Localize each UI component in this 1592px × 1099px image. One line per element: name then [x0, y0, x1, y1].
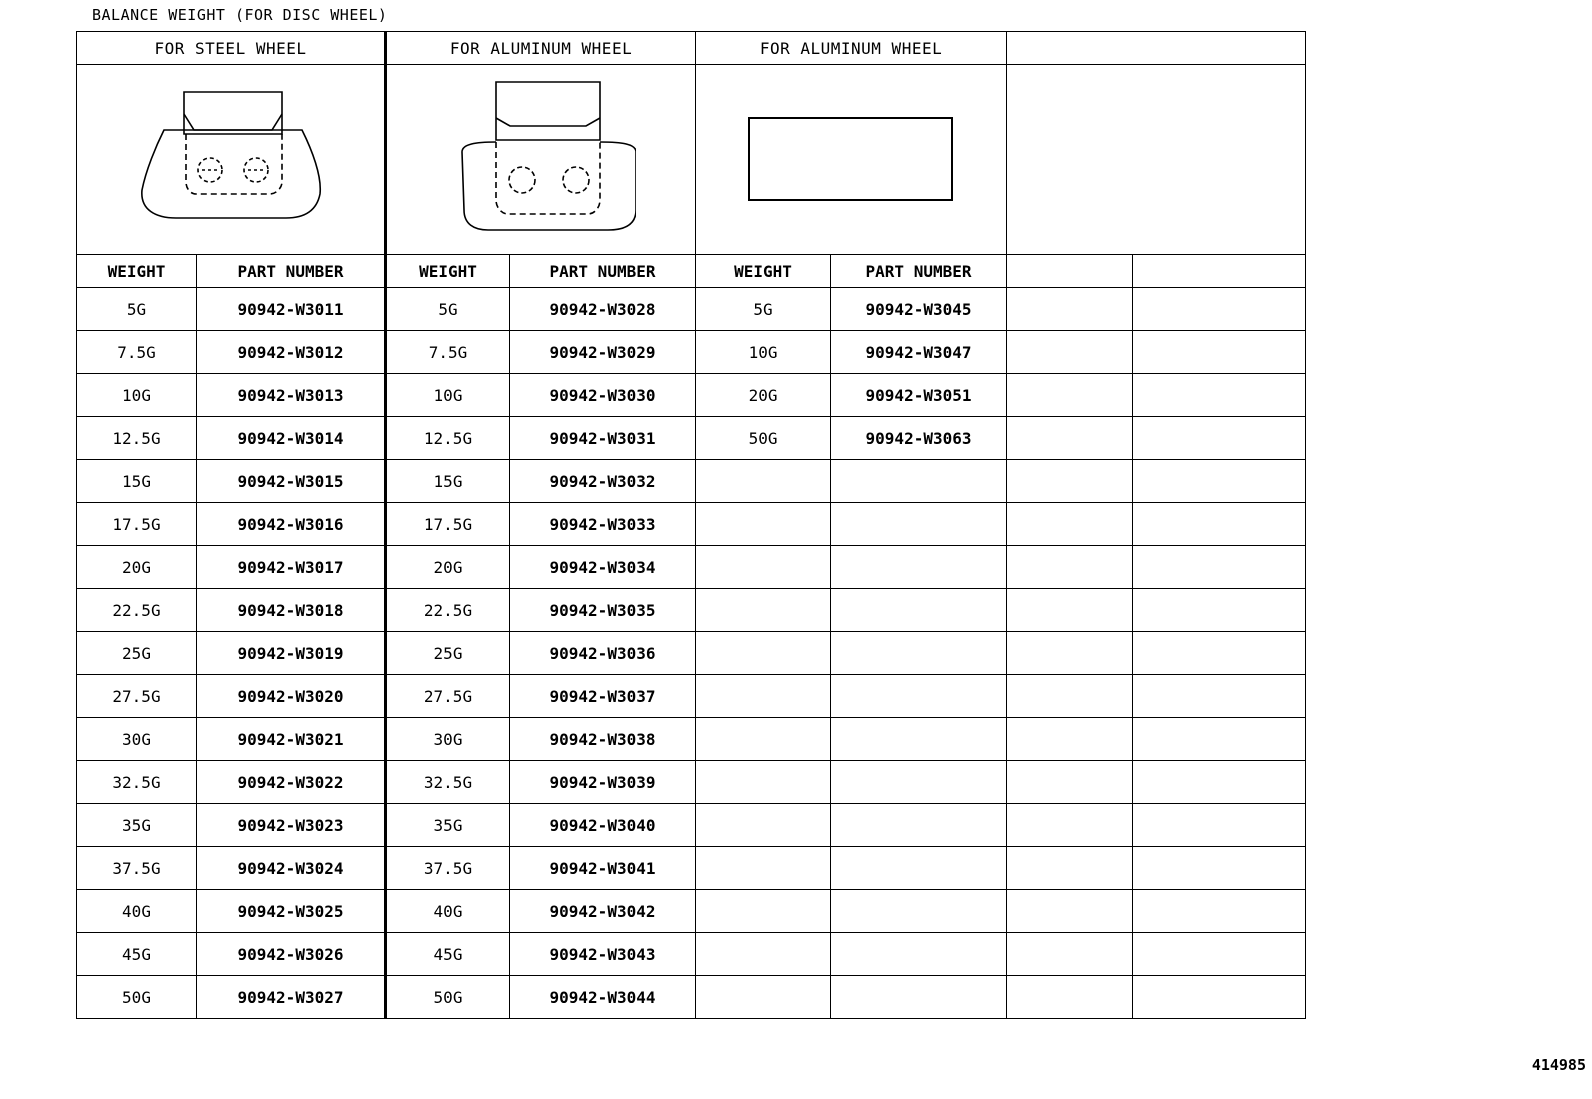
weight-cell-aluminum-adhesive: 5G	[696, 288, 831, 331]
empty-cell	[1133, 890, 1306, 933]
empty-cell	[1007, 761, 1133, 804]
weight-cell-steel: 10G	[77, 374, 197, 417]
weight-cell-aluminum-clip: 22.5G	[386, 589, 510, 632]
part-number-cell-steel: 90942-W3023	[197, 804, 386, 847]
empty-cell	[1133, 847, 1306, 890]
section-header-steel: FOR STEEL WHEEL	[77, 32, 386, 65]
part-number-cell-aluminum-adhesive: 90942-W3051	[831, 374, 1007, 417]
weight-cell-steel: 40G	[77, 890, 197, 933]
part-number-cell-aluminum-adhesive	[831, 761, 1007, 804]
part-number-cell-aluminum-adhesive	[831, 804, 1007, 847]
adhesive-weight-rectangle-icon	[746, 115, 956, 205]
part-number-cell-aluminum-adhesive	[831, 460, 1007, 503]
weight-cell-steel: 27.5G	[77, 675, 197, 718]
section-header-aluminum-clip: FOR ALUMINUM WHEEL	[386, 32, 696, 65]
weight-cell-aluminum-clip: 30G	[386, 718, 510, 761]
table-row	[77, 589, 1306, 632]
part-number-cell-aluminum-adhesive: 90942-W3047	[831, 331, 1007, 374]
part-number-cell-aluminum-clip: 90942-W3039	[510, 761, 696, 804]
part-number-cell-aluminum-adhesive: 90942-W3063	[831, 417, 1007, 460]
weight-cell-aluminum-adhesive	[696, 589, 831, 632]
weight-cell-aluminum-clip: 7.5G	[386, 331, 510, 374]
weight-cell-aluminum-clip: 25G	[386, 632, 510, 675]
part-number-cell-steel: 90942-W3019	[197, 632, 386, 675]
empty-header-cell	[1133, 255, 1306, 288]
empty-cell	[1133, 632, 1306, 675]
steel-wheel-weight-illustration	[77, 65, 386, 255]
document-title: BALANCE WEIGHT (FOR DISC WHEEL)	[92, 6, 388, 24]
weight-cell-steel: 12.5G	[77, 417, 197, 460]
illustration-row	[77, 65, 1306, 255]
part-number-cell-steel: 90942-W3026	[197, 933, 386, 976]
empty-cell	[1007, 374, 1133, 417]
part-number-cell-aluminum-clip: 90942-W3032	[510, 460, 696, 503]
weight-cell-aluminum-adhesive	[696, 460, 831, 503]
aluminum-wheel-adhesive-weight-illustration	[696, 65, 1007, 255]
weight-cell-aluminum-adhesive: 50G	[696, 417, 831, 460]
part-number-cell-aluminum-adhesive	[831, 933, 1007, 976]
weight-cell-aluminum-adhesive	[696, 503, 831, 546]
part-number-cell-steel: 90942-W3018	[197, 589, 386, 632]
empty-cell	[1133, 503, 1306, 546]
table-row	[77, 546, 1306, 589]
part-number-header-steel: PART NUMBER	[197, 255, 386, 288]
weight-cell-steel: 32.5G	[77, 761, 197, 804]
aluminum-wheel-clip-weight-illustration	[386, 65, 696, 255]
empty-cell	[1007, 417, 1133, 460]
part-number-cell-steel: 90942-W3011	[197, 288, 386, 331]
part-number-cell-aluminum-clip: 90942-W3030	[510, 374, 696, 417]
empty-cell	[1007, 718, 1133, 761]
weight-header-steel: WEIGHT	[77, 255, 197, 288]
empty-cell	[1007, 890, 1133, 933]
table-row	[77, 976, 1306, 1019]
weight-cell-aluminum-adhesive	[696, 976, 831, 1019]
empty-cell	[1133, 718, 1306, 761]
part-number-cell-steel: 90942-W3015	[197, 460, 386, 503]
weight-cell-aluminum-clip: 35G	[386, 804, 510, 847]
weight-cell-aluminum-clip: 27.5G	[386, 675, 510, 718]
part-number-cell-aluminum-clip: 90942-W3031	[510, 417, 696, 460]
weight-cell-aluminum-adhesive: 10G	[696, 331, 831, 374]
empty-cell	[1133, 589, 1306, 632]
part-number-cell-steel: 90942-W3025	[197, 890, 386, 933]
part-number-cell-aluminum-adhesive	[831, 847, 1007, 890]
part-number-cell-aluminum-clip: 90942-W3035	[510, 589, 696, 632]
weight-cell-steel: 25G	[77, 632, 197, 675]
empty-cell	[1133, 417, 1306, 460]
part-number-cell-aluminum-clip: 90942-W3042	[510, 890, 696, 933]
weight-cell-aluminum-adhesive: 20G	[696, 374, 831, 417]
empty-cell	[1007, 675, 1133, 718]
empty-cell	[1133, 331, 1306, 374]
aluminum-wheel-clip-weight-icon	[446, 80, 636, 240]
weight-cell-aluminum-clip: 15G	[386, 460, 510, 503]
part-number-cell-aluminum-clip: 90942-W3036	[510, 632, 696, 675]
part-number-cell-aluminum-adhesive	[831, 632, 1007, 675]
weight-cell-aluminum-clip: 45G	[386, 933, 510, 976]
part-number-cell-steel: 90942-W3027	[197, 976, 386, 1019]
part-number-cell-steel: 90942-W3024	[197, 847, 386, 890]
table-row	[77, 847, 1306, 890]
part-number-cell-steel: 90942-W3016	[197, 503, 386, 546]
part-number-cell-aluminum-clip: 90942-W3038	[510, 718, 696, 761]
empty-cell	[1007, 331, 1133, 374]
empty-cell	[1133, 933, 1306, 976]
empty-illustration-cell	[1007, 65, 1306, 255]
part-number-cell-aluminum-adhesive	[831, 675, 1007, 718]
empty-cell	[1133, 546, 1306, 589]
empty-cell	[1007, 804, 1133, 847]
table-row	[77, 417, 1306, 460]
weight-cell-steel: 50G	[77, 976, 197, 1019]
part-number-cell-aluminum-clip: 90942-W3028	[510, 288, 696, 331]
weight-cell-steel: 17.5G	[77, 503, 197, 546]
subheader-row	[77, 255, 1306, 288]
table-row	[77, 890, 1306, 933]
section-header-empty	[1007, 32, 1306, 65]
weight-cell-aluminum-adhesive	[696, 546, 831, 589]
part-number-cell-steel: 90942-W3017	[197, 546, 386, 589]
empty-cell	[1007, 288, 1133, 331]
weight-cell-aluminum-clip: 17.5G	[386, 503, 510, 546]
empty-cell	[1133, 374, 1306, 417]
part-number-cell-aluminum-clip: 90942-W3041	[510, 847, 696, 890]
part-number-cell-aluminum-clip: 90942-W3043	[510, 933, 696, 976]
weight-cell-aluminum-clip: 40G	[386, 890, 510, 933]
empty-cell	[1133, 976, 1306, 1019]
weight-cell-aluminum-adhesive	[696, 933, 831, 976]
part-number-cell-aluminum-adhesive	[831, 589, 1007, 632]
weight-cell-aluminum-clip: 37.5G	[386, 847, 510, 890]
empty-cell	[1133, 804, 1306, 847]
part-number-cell-aluminum-adhesive: 90942-W3045	[831, 288, 1007, 331]
weight-cell-steel: 15G	[77, 460, 197, 503]
weight-cell-steel: 20G	[77, 546, 197, 589]
empty-cell	[1133, 761, 1306, 804]
part-number-cell-aluminum-clip: 90942-W3044	[510, 976, 696, 1019]
part-number-cell-aluminum-clip: 90942-W3040	[510, 804, 696, 847]
empty-cell	[1007, 976, 1133, 1019]
table-row	[77, 331, 1306, 374]
part-number-cell-aluminum-adhesive	[831, 503, 1007, 546]
part-number-cell-steel: 90942-W3021	[197, 718, 386, 761]
part-number-header-aluminum-adhesive: PART NUMBER	[831, 255, 1007, 288]
weight-cell-aluminum-clip: 12.5G	[386, 417, 510, 460]
empty-cell	[1133, 288, 1306, 331]
part-number-cell-aluminum-adhesive	[831, 718, 1007, 761]
table-row	[77, 503, 1306, 546]
table-row	[77, 632, 1306, 675]
table-row	[77, 675, 1306, 718]
empty-header-cell	[1007, 255, 1133, 288]
part-number-cell-aluminum-adhesive	[831, 546, 1007, 589]
part-number-header-aluminum-clip: PART NUMBER	[510, 255, 696, 288]
weight-cell-steel: 22.5G	[77, 589, 197, 632]
weight-cell-aluminum-adhesive	[696, 804, 831, 847]
part-number-cell-aluminum-adhesive	[831, 890, 1007, 933]
table-row	[77, 460, 1306, 503]
weight-cell-steel: 30G	[77, 718, 197, 761]
weight-cell-aluminum-adhesive	[696, 675, 831, 718]
empty-cell	[1133, 675, 1306, 718]
weight-cell-aluminum-adhesive	[696, 632, 831, 675]
empty-cell	[1133, 460, 1306, 503]
part-number-cell-steel: 90942-W3022	[197, 761, 386, 804]
empty-cell	[1007, 503, 1133, 546]
empty-cell	[1007, 546, 1133, 589]
weight-cell-steel: 35G	[77, 804, 197, 847]
empty-cell	[1007, 933, 1133, 976]
part-number-cell-aluminum-clip: 90942-W3037	[510, 675, 696, 718]
part-number-cell-aluminum-clip: 90942-W3034	[510, 546, 696, 589]
weight-header-aluminum-adhesive: WEIGHT	[696, 255, 831, 288]
empty-cell	[1007, 847, 1133, 890]
empty-cell	[1007, 589, 1133, 632]
table-row	[77, 288, 1306, 331]
weight-cell-steel: 37.5G	[77, 847, 197, 890]
weight-cell-steel: 7.5G	[77, 331, 197, 374]
empty-cell	[1007, 632, 1133, 675]
weight-cell-aluminum-clip: 10G	[386, 374, 510, 417]
weight-cell-steel: 45G	[77, 933, 197, 976]
section-header-row	[77, 32, 1306, 65]
weight-cell-aluminum-clip: 32.5G	[386, 761, 510, 804]
section-header-aluminum-adhesive: FOR ALUMINUM WHEEL	[696, 32, 1007, 65]
part-number-cell-aluminum-clip: 90942-W3029	[510, 331, 696, 374]
weight-header-aluminum-clip: WEIGHT	[386, 255, 510, 288]
weight-cell-aluminum-adhesive	[696, 890, 831, 933]
table-row	[77, 718, 1306, 761]
weight-cell-aluminum-adhesive	[696, 847, 831, 890]
part-number-cell-steel: 90942-W3020	[197, 675, 386, 718]
part-number-cell-aluminum-clip: 90942-W3033	[510, 503, 696, 546]
document-id: 414985	[1531, 1056, 1586, 1074]
balance-weight-table	[76, 31, 1306, 1019]
steel-wheel-clip-weight-icon	[136, 90, 326, 230]
table-row	[77, 761, 1306, 804]
table-row	[77, 374, 1306, 417]
weight-cell-steel: 5G	[77, 288, 197, 331]
weight-cell-aluminum-clip: 20G	[386, 546, 510, 589]
weight-cell-aluminum-clip: 5G	[386, 288, 510, 331]
part-number-cell-aluminum-adhesive	[831, 976, 1007, 1019]
table-row	[77, 804, 1306, 847]
part-number-cell-steel: 90942-W3014	[197, 417, 386, 460]
weight-cell-aluminum-adhesive	[696, 718, 831, 761]
table-row	[77, 933, 1306, 976]
weight-cell-aluminum-adhesive	[696, 761, 831, 804]
part-number-cell-steel: 90942-W3012	[197, 331, 386, 374]
weight-cell-aluminum-clip: 50G	[386, 976, 510, 1019]
empty-cell	[1007, 460, 1133, 503]
part-number-cell-steel: 90942-W3013	[197, 374, 386, 417]
